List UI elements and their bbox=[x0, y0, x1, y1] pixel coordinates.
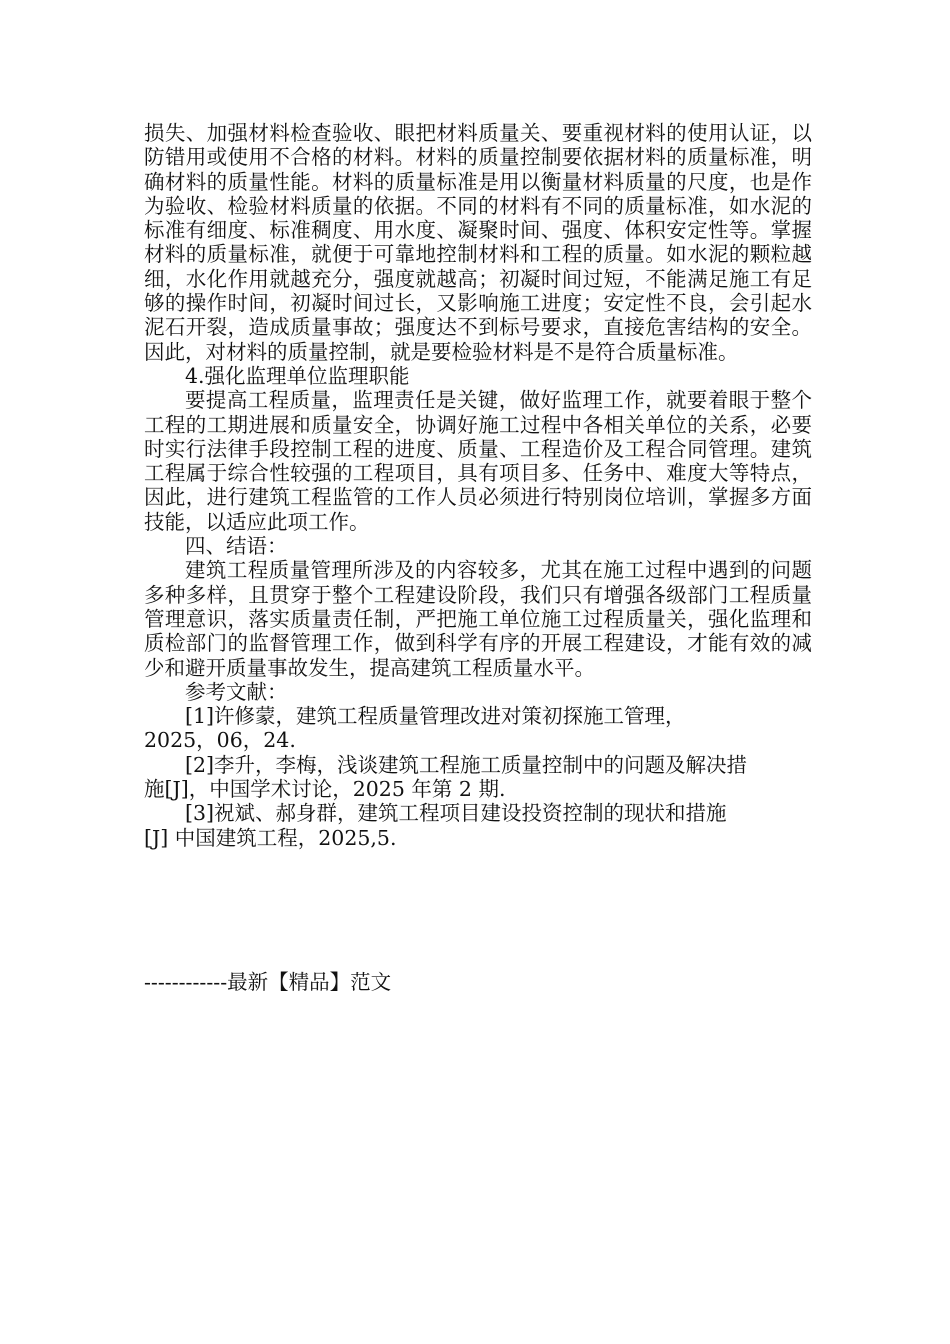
reference-list bbox=[144, 704, 812, 850]
paragraph-material-quality: 损失、加强材料检查验收、眼把材料质量关、要重视材料的使用认证，以防错用或使用不合格的材料。材料的质量控制要依据材料的质量标准，明确材料的质量性能。材料的质量标准是用以衡量材料质量的尺度，也是作为验收、检验材料质量的依据。不同的材料有不同的质量标准，如水泥的标准有细度、标准稠度、用水度、凝聚时间、强度、体积安定性等。掌握材料的质量标准，就便于可靠地控制材料和工程的质量。如水泥的颗粒越细，水化作用就越充分，强度就越高；初凝时间过短，不能满足施工有足够的操作时间，初凝时间过长，又影响施工进度；安定性不良，会引起水泥石开裂，造成质量事故；强度达不到标号要求，直接危害结构的安全。因此，对材料的质量控制，就是要检验材料是不是符合质量标准。 bbox=[144, 121, 812, 364]
reference-item bbox=[144, 704, 812, 753]
references-heading: 参考文献： bbox=[185, 679, 288, 704]
footer-banner: ------------最新【精品】范文 bbox=[144, 970, 392, 994]
document-body bbox=[144, 121, 812, 850]
reference-item bbox=[144, 801, 812, 850]
paragraph-conclusion: 建筑工程质量管理所涉及的内容较多，尤其在施工过程中遇到的问题多种多样，且贯穿于整个工程建设阶段，我们只有增强各级部门工程质量管理意识，落实质量责任制，严把施工单位施工过程质量关，强化监理和质检部门的监督管理工作，做到科学有序的开展工程建设，才能有效的减少和避开质量事故发生，提高建筑工程质量水平。 bbox=[144, 558, 812, 680]
section-heading-conclusion: 四、结语： bbox=[185, 534, 288, 559]
paragraph-supervision: 要提高工程质量，监理责任是关键，做好监理工作，就要着眼于整个工程的工期进展和质量安全，协调好施工过程中各相关单位的关系，必要时实行法律手段控制工程的进度、质量、工程造价及工程合同管理。建筑工程属于综合性较强的工程项目，具有项目多、任务中、难度大等特点，因此，进行建筑工程监管的工作人员必须进行特别岗位培训，掌握多方面技能，以适应此项工作。 bbox=[144, 388, 812, 534]
reference-line: [1]许修蒙，建筑工程质量管理改进对策初探施工管理， bbox=[185, 704, 686, 729]
reference-line: 施[J]，中国学术讨论，2025 年第 2 期. bbox=[144, 777, 506, 802]
reference-line: [2]李升，李梅，浅谈建筑工程施工质量控制中的问题及解决措 bbox=[185, 752, 748, 777]
section-heading-supervision: 4.强化监理单位监理职能 bbox=[185, 363, 410, 388]
reference-line: [3]祝斌、郝身群，建筑工程项目建设投资控制的现状和措施 bbox=[185, 801, 727, 826]
reference-line: 2025，06，24. bbox=[144, 728, 296, 753]
reference-item bbox=[144, 753, 812, 802]
reference-line: [J] 中国建筑工程，2025,5. bbox=[144, 825, 397, 850]
